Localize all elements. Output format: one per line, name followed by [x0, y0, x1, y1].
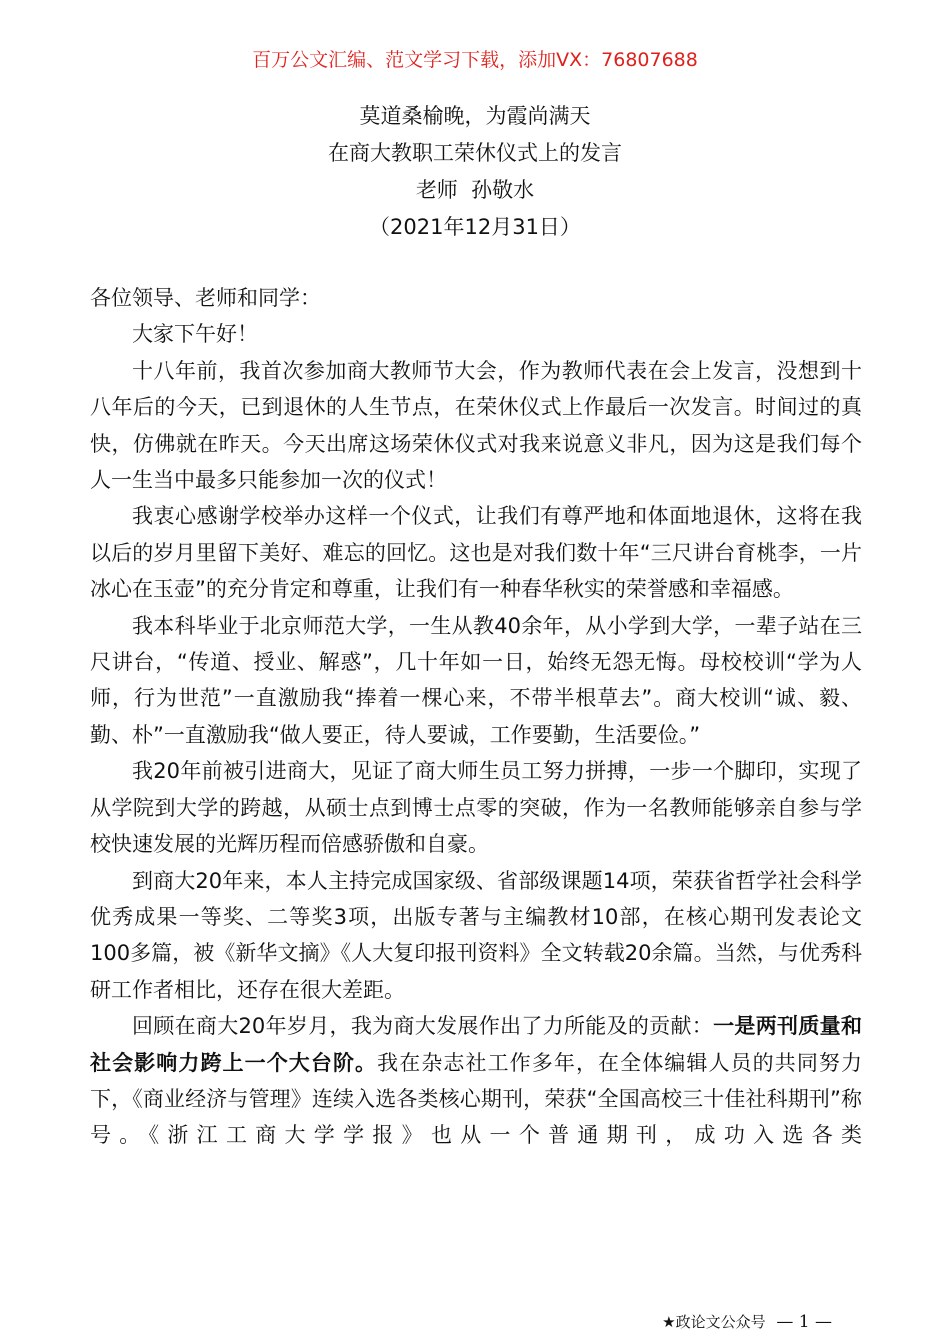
- title-block: [0, 98, 950, 246]
- speech-body: [90, 280, 862, 1154]
- date-line: （2021年12月31日）: [369, 215, 581, 239]
- paragraph-4: 我本科毕业于北京师范大学，一生从教40余年，从小学到大学，一辈子站在三尺讲台，“传道、授业、解惑”，几十年如一日，始终无怨无悔。母校校训“学为人师，行为世范”一直激励我“捧着一棵心来，不带半根草去”。商大校训“诚、毅、勤、朴”一直激励我“做人要正，待人要诚，工作要勤，生活要俭。”: [90, 613, 862, 747]
- page-number: — 1 —: [776, 1312, 832, 1332]
- paragraph-7: [90, 1008, 862, 1154]
- salutation: 各位领导、老师和同学：: [90, 286, 321, 310]
- paragraph-7-rest: 我在杂志社工作多年，在全体编辑人员的共同努力下，《商业经济与管理》连续入选各类核心期刊，荣获“全国高校三十佳社科期刊”称号。《浙江工商大学学报》也从一个普通期刊，成功入选各类: [90, 1050, 863, 1148]
- paragraph-6: 到商大20年来，本人主持完成国家级、省部级课题14项，荣获省哲学社会科学优秀成果一等奖、二等奖3项，出版专著与主编教材10部，在核心期刊发表论文100多篇，被《新华文摘》《人大复印报刊资料》全文转载20余篇。当然，与优秀科研工作者相比，还存在很大差距。: [90, 868, 862, 1002]
- paragraph-7-lead: 回顾在商大20年岁月，我为商大发展作出了力所能及的贡献：: [132, 1014, 714, 1039]
- paragraph-5: 我20年前被引进商大，见证了商大师生员工努力拼搏，一步一个脚印，实现了从学院到大学的跨越，从硕士点到博士点零的突破，作为一名教师能够亲自参与学校快速发展的光辉历程而倍感骄傲和自豪。: [90, 759, 862, 857]
- promo-banner: 百万公文汇编、范文学习下载，添加VX：76807688: [252, 49, 698, 71]
- page-footer: [662, 1311, 832, 1333]
- author-line: 老师 孙敬水: [415, 178, 535, 202]
- footer-source: ★政论文公众号: [662, 1313, 766, 1331]
- paragraph-7-emphasis: 一是两刊质量和社会影响力跨上一个大台阶。: [90, 1014, 862, 1075]
- paragraph-3: 我衷心感谢学校举办这样一个仪式，让我们有尊严地和体面地退休，这将在我以后的岁月里留下美好、难忘的回忆。这也是对我们数十年“三尺讲台育桃李，一片冰心在玉壶”的充分肯定和尊重，让我们有一种春华秋实的荣誉感和幸福感。: [90, 504, 862, 602]
- main-title: 莫道桑榆晚，为霞尚满天: [359, 104, 591, 128]
- paragraph-1: 大家下午好！: [132, 322, 258, 347]
- paragraph-2: 十八年前，我首次参加商大教师节大会，作为教师代表在会上发言，没想到十八年后的今天，已到退休的人生节点，在荣休仪式上作最后一次发言。时间过的真快，仿佛就在昨天。今天出席这场荣休仪式对我来说意义非凡，因为这是我们每个人一生当中最多只能参加一次的仪式！: [90, 358, 862, 493]
- sub-title: 在商大教职工荣休仪式上的发言: [328, 141, 622, 165]
